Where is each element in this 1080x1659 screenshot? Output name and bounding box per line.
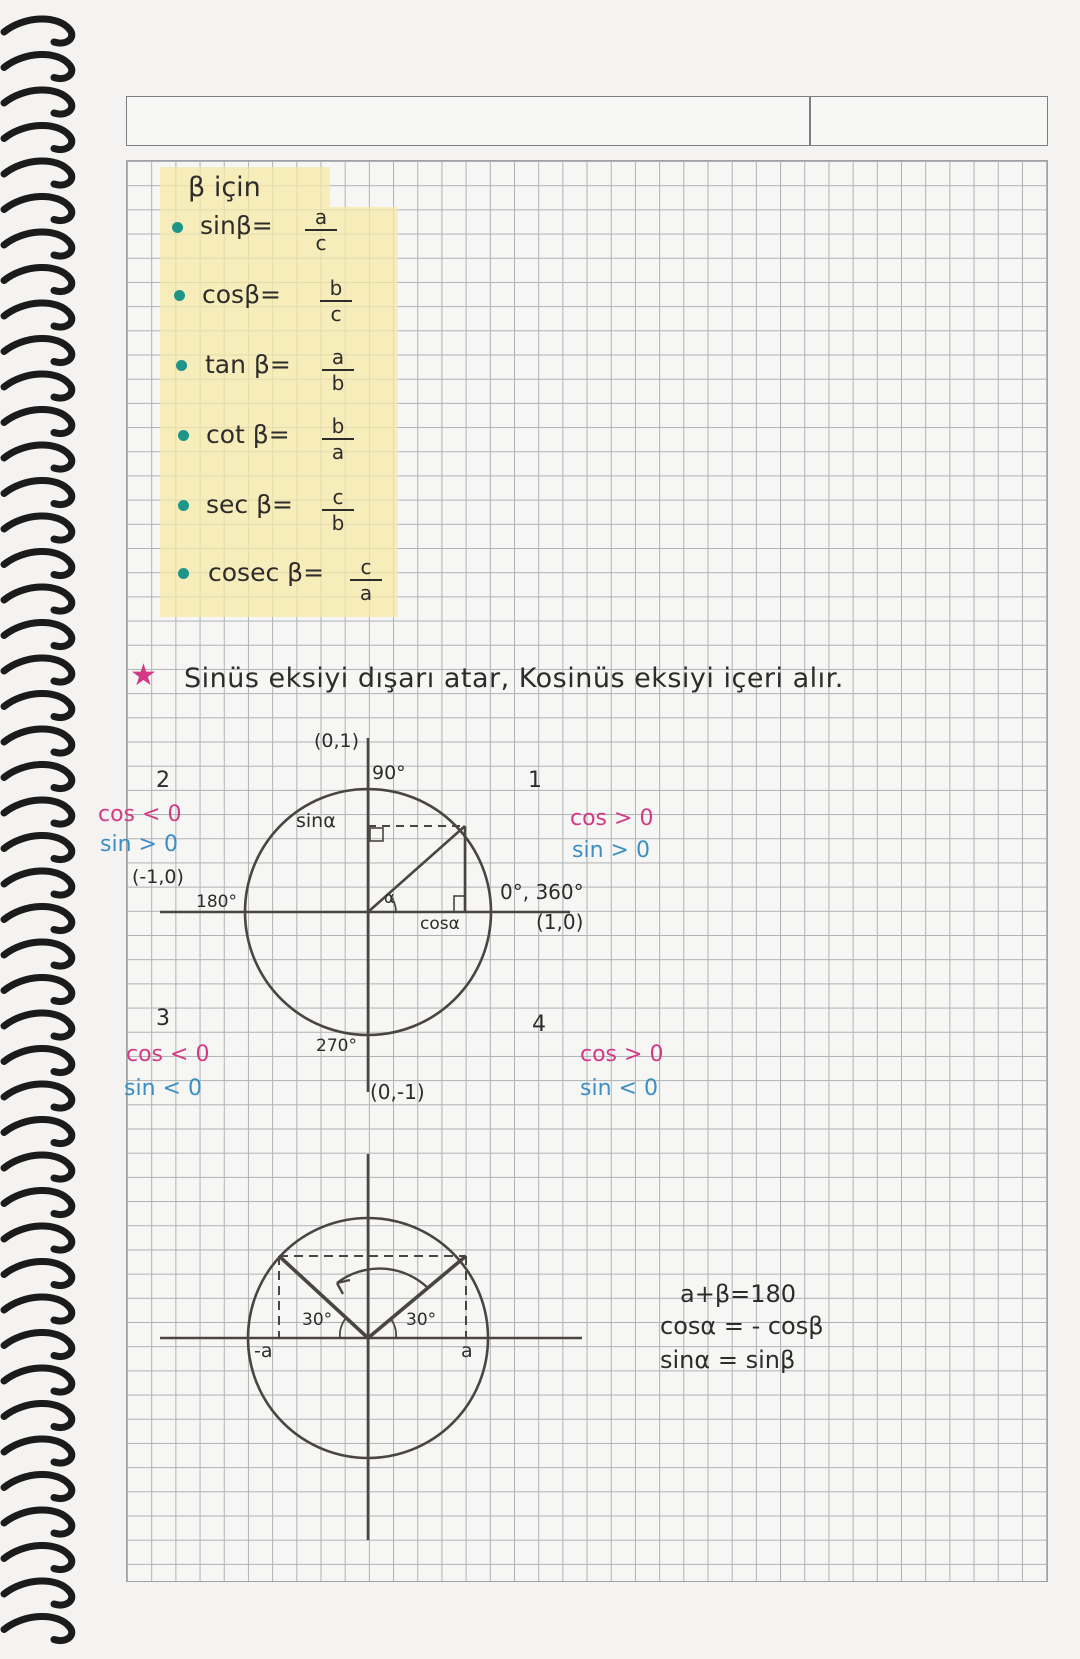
def-cot-den: a [331,440,345,464]
quadrant-3-sin: sin < 0 [124,1076,202,1101]
sym-arc-arrow [337,1269,428,1288]
arrow-head-icon [337,1280,350,1294]
def-sin-num: a [314,205,328,229]
def-cosec-num: c [360,555,372,579]
label-270: 270° [316,1036,357,1056]
def-sec-num: c [332,485,344,509]
sym-rule-2: cosα = - cosβ [660,1312,824,1340]
label-90: 90° [372,762,406,784]
label-right-point: (1,0) [536,910,584,934]
quadrant-2-sin: sin > 0 [100,832,178,857]
def-cos-label: cosβ= [202,280,281,309]
def-tan-label: tan β= [205,350,291,379]
sym-left-x: -a [254,1340,273,1362]
quadrant-1-sin: sin > 0 [572,838,650,863]
quadrant-4-sin: sin < 0 [580,1076,658,1101]
def-cot-label: cot β= [206,420,290,449]
label-sin-alpha: sinα [296,810,336,832]
sym-rule-3: sinα = sinβ [660,1346,796,1374]
label-bottom-point: (0,-1) [370,1080,425,1104]
def-cot-num: b [331,414,345,438]
def-cos-den: c [330,302,342,326]
right-angle-mark [370,828,383,841]
def-cos-num: b [329,276,343,300]
quadrant-4-number: 4 [532,1012,546,1037]
def-cosec-den: a [359,581,373,605]
def-tan-den: b [331,371,345,395]
definitions-heading: β için [188,172,261,203]
def-sec-den: b [331,511,345,535]
quadrant-3-cos: cos < 0 [126,1042,210,1067]
def-sin-den: c [315,231,327,255]
quadrant-2-cos: cos < 0 [98,802,182,827]
label-alpha: α [384,888,395,907]
star-icon: ★ [130,658,157,693]
note-text: Sinüs eksiyi dışarı atar, Kosinüs eksiyi içeri alır. [184,663,844,694]
sym-rule-1: a+β=180 [680,1280,797,1308]
label-0-360: 0°, 360° [500,880,584,904]
right-angle-mark [454,896,465,912]
quadrant-1-cos: cos > 0 [570,806,654,831]
sym-left-small-arc [340,1318,346,1338]
quadrant-3-number: 3 [156,1006,170,1031]
def-sin-label: sinβ= [200,211,273,240]
quadrant-2-number: 2 [156,768,170,793]
label-left-point: (-1,0) [132,866,184,888]
quadrant-1-number: 1 [528,768,542,793]
label-180: 180° [196,892,237,912]
label-top-point: (0,1) [314,730,360,752]
sym-right-x: a [461,1340,473,1362]
sym-right-angle: 30° [406,1310,437,1330]
label-cos-alpha: cosα [420,914,460,934]
def-cosec-label: cosec β= [208,558,325,587]
def-tan-num: a [331,345,345,369]
def-sec-label: sec β= [206,490,293,519]
sym-left-angle: 30° [302,1310,333,1330]
quadrant-4-cos: cos > 0 [580,1042,664,1067]
